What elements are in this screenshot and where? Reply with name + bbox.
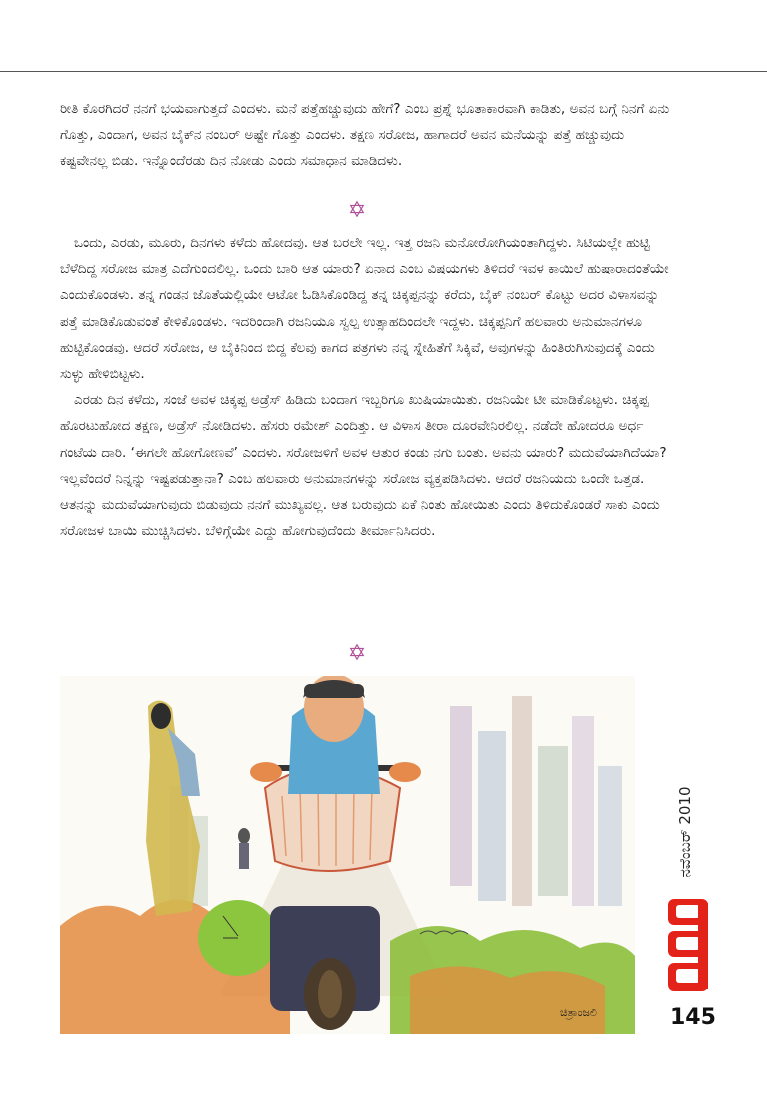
- illustrator-signature: ಚಿತ್ರಾಂಜಲಿ: [560, 1006, 597, 1019]
- issue-date-text: ನವೆಂಬರ್ 2010: [676, 786, 694, 878]
- star-of-david-icon: [348, 643, 366, 661]
- paragraph: ಎರಡು ದಿನ ಕಳೆದು, ಸಂಜೆ ಅವಳ ಚಿಕ್ಕಪ್ಪ ಅಡ್ರೆಸ್ ಹಿಡಿದು ಬಂದಾಗ ಇಬ್ಬರಿಗೂ ಖುಷಿಯಾಯಿತು. ರಜನಿಯೇ ಟೀ ಮಾಡಿಕೊಟ್ಟಳು. ಚಿಕ್ಕಪ್ಪ ಹೊರಟುಹೋದ ತಕ್ಷಣ, ಅಡ್ರೆಸ್ ನೋಡಿದಳು. ಹೆಸರು ರಮೇಶ್ ಎಂದಿತ್ತು. ಆ ವಿಳಾಸ ತೀರಾ ದೂರವೇನಿರಲಿಲ್ಲ. ನಡೆದೇ ಹೋದರೂ ಅರ್ಧ ಗಂಟೆಯ ದಾರಿ. ‘ಈಗಲೇ ಹೋಗೋಣವೆ’ ಎಂದಳು. ಸರೋಜಳಿಗೆ ಅವಳ ಆತುರ ಕಂಡು ನಗು ಬಂತು. ಅವನು ಯಾರು? ಮದುವೆಯಾಗಿದೆಯಾ? ಇಲ್ಲವೆಂದರೆ ನಿನ್ನನ್ನು ಇಷ್ಟಪಡುತ್ತಾನಾ? ಎಂಬ ಹಲವಾರು ಅನುಮಾನಗಳನ್ನು ಸರೋಜ ವ್ಯಕ್ತಪಡಿಸಿದಳು. ಆದರೆ ರಜನಿಯದು ಒಂದೇ ಒತ್ತಡ. ಆತನನ್ನು ಮದುವೆಯಾಗುವುದು ಬಿಡುವುದು ನನಗೆ ಮುಖ್ಯವಲ್ಲ. ಆತ ಬರುವುದು ಏಕೆ ನಿಂತು ಹೋಯಿತು ಎಂದು ತಿಳಿದುಕೊಂಡರೆ ಸಾಕು ಎಂದು ಸರೋಜಳ ಬಾಯಿ ಮುಚ್ಚಿಸಿದಳು. ಬೆಳಿಗ್ಗೆಯೇ ಎದ್ದು ಹೋಗುವುದೆಂದು ತೀರ್ಮಾನಿಸಿದರು.: [60, 392, 667, 540]
- star-of-david-icon: [348, 200, 366, 218]
- masthead-logo: [662, 895, 714, 995]
- story-text-bottom: [60, 230, 670, 544]
- paragraph: ಒಂದು, ಎರಡು, ಮೂರು, ದಿನಗಳು ಕಳೆದು ಹೋದವು. ಆತ ಬರಲೇ ಇಲ್ಲ. ಇತ್ತ ರಜನಿ ಮನೋರೋಗಿಯಂತಾಗಿದ್ದಳು. ಸಿಟಿಯಲ್ಲೇ ಹುಟ್ಟಿ ಬೆಳೆದಿದ್ದ ಸರೋಜ ಮಾತ್ರ ಎದೆಗುಂದಲಿಲ್ಲ. ಒಂದು ಬಾರಿ ಆತ ಯಾರು? ಏನಾದ ಎಂಬ ವಿಷಯಗಳು ತಿಳಿದರೆ ಇವಳ ಕಾಯಿಲೆ ಹುಷಾರಾದಂತೆಯೇ ಎಂದುಕೊಂಡಳು. ತನ್ನ ಗಂಡನ ಜೊತೆಯಲ್ಲಿಯೇ ಆಟೋ ಓಡಿಸಿಕೊಂಡಿದ್ದ ತನ್ನ ಚಿಕ್ಕಪ್ಪನನ್ನು ಕರೆದು, ಬೈಕ್ ನಂಬರ್ ಕೊಟ್ಟು ಅದರ ವಿಳಾಸವನ್ನು ಪತ್ತೆ ಮಾಡಿಕೊಡುವಂತೆ ಕೇಳಿಕೊಂಡಳು. ಇದರಿಂದಾಗಿ ರಜನಿಯೂ ಸ್ವಲ್ಪ ಉತ್ಸಾಹದಿಂದಲೇ ಇದ್ದಳು. ಚಿಕ್ಕಪ್ಪನಿಗೆ ಹಲವಾರು ಅನುಮಾನಗಳೂ ಹುಟ್ಟಿಕೊಂಡವು. ಆದರೆ ಸರೋಜ, ಆ ಬೈಕಿನಿಂದ ಬಿದ್ದ ಕೆಲವು ಕಾಗದ ಪತ್ರಗಳು ನನ್ನ ಸ್ನೇಹಿತೆಗೆ ಸಿಕ್ಕಿವೆ, ಅವುಗಳನ್ನು ಹಿಂತಿರುಗಿಸುವುದಕ್ಕೆ ಎಂದು ಸುಳ್ಳು ಹೇಳಿಬಿಟ್ಟಳು.: [60, 235, 669, 383]
- page-number: 145: [670, 1005, 716, 1030]
- story-illustration: [60, 676, 635, 1034]
- paragraph: ರೀತಿ ಕೊರಗಿದರೆ ನನಗೆ ಭಯವಾಗುತ್ತದೆ ಎಂದಳು. ಮನೆ ಪತ್ತೆಹಚ್ಚುವುದು ಹೇಗೆ? ಎಂಬ ಪ್ರಶ್ನೆ ಭೂತಾಕಾರವಾಗಿ ಕಾಡಿತು, ಅವನ ಬಗ್ಗೆ ನಿನಗೆ ಏನು ಗೊತ್ತು, ಎಂದಾಗ, ಅವನ ಬೈಕ್‍ನ ನಂಬರ್ ಅಷ್ಟೇ ಗೊತ್ತು ಎಂದಳು. ತಕ್ಷಣ ಸರೋಜ, ಹಾಗಾದರೆ ಅವನ ಮನೆಯನ್ನು ಪತ್ತೆ ಹಚ್ಚುವುದು ಕಷ್ಟವೇನಲ್ಲ ಬಿಡು. ಇನ್ನೊಂದೆರಡು ದಿನ ನೋಡು ಎಂದು ಸಮಾಧಾನ ಮಾಡಿದಳು.: [60, 101, 670, 170]
- issue-date: [663, 776, 707, 888]
- top-rule: [0, 71, 767, 72]
- story-text-top: [60, 96, 670, 175]
